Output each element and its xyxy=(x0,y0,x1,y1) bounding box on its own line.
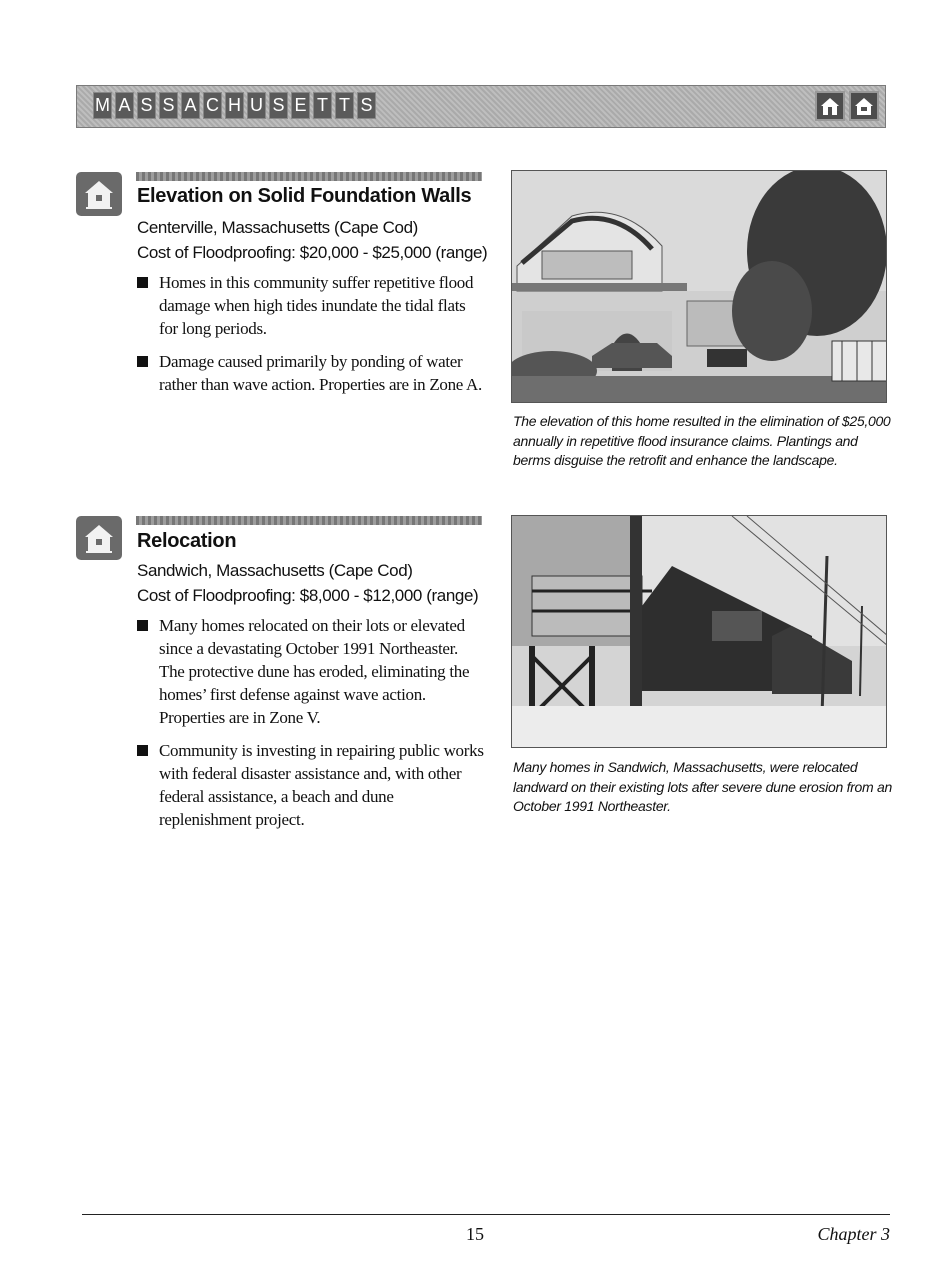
banner-letter: T xyxy=(313,92,332,119)
elevated-home-photo xyxy=(511,170,887,403)
section-heading: Elevation on Solid Foundation Walls xyxy=(137,185,472,207)
location-text: Centerville, Massachusetts (Cape Cod) xyxy=(137,218,418,237)
banner-letter: C xyxy=(203,92,222,119)
list-item: Homes in this community suffer repetitive flood damage when high tides inundate the tidal flats for long periods. xyxy=(137,271,487,340)
photo-caption: The elevation of this home resulted in the elimination of $25,000 annually in repetitive flood insurance claims. Plantings and berms disguise the retrofit and enhance the landscape. xyxy=(513,413,891,468)
banner-letter: A xyxy=(181,92,200,119)
bullet-list xyxy=(137,614,487,841)
state-banner xyxy=(76,85,886,128)
banner-letter: H xyxy=(225,92,244,119)
section-house-icon xyxy=(76,172,122,216)
banner-letter: S xyxy=(159,92,178,119)
banner-letter: T xyxy=(335,92,354,119)
house-icon xyxy=(815,91,845,121)
banner-letter: S xyxy=(137,92,156,119)
cost-text: Cost of Floodproofing: $20,000 - $25,000 (range) xyxy=(137,243,488,262)
chapter-label: Chapter 3 xyxy=(817,1224,890,1244)
banner-letter: A xyxy=(115,92,134,119)
cost-text: Cost of Floodproofing: $8,000 - $12,000 (range) xyxy=(137,586,479,605)
banner-letter: M xyxy=(93,92,112,119)
list-item: Community is investing in repairing public works with federal disaster assistance and, with other federal assistance, a beach and dune replenishment project. xyxy=(137,739,487,831)
section-divider xyxy=(136,172,482,181)
footer-divider xyxy=(82,1214,890,1215)
photo-caption: Many homes in Sandwich, Massachusetts, were relocated landward on their existing lots after severe dune erosion from an October 1991 Northeaster. xyxy=(513,759,892,814)
banner-letter: U xyxy=(247,92,266,119)
section-heading: Relocation xyxy=(137,530,237,552)
location-text: Sandwich, Massachusetts (Cape Cod) xyxy=(137,561,413,580)
list-item: Damage caused primarily by ponding of water rather than wave action. Properties are in Zone A. xyxy=(137,350,487,396)
house-icon xyxy=(849,91,879,121)
bullet-list xyxy=(137,271,487,406)
banner-letter: S xyxy=(357,92,376,119)
banner-letter: E xyxy=(291,92,310,119)
page-number: 15 xyxy=(466,1224,484,1244)
banner-letter: S xyxy=(269,92,288,119)
banner-title xyxy=(93,92,376,119)
relocated-homes-photo xyxy=(511,515,887,748)
section-divider xyxy=(136,516,482,525)
list-item: Many homes relocated on their lots or elevated since a devastating October 1991 Northeaster. The protective dune has eroded, eliminating the homes’ first defense against wave action. Properties are in Zone V. xyxy=(137,614,487,729)
section-house-icon xyxy=(76,516,122,560)
